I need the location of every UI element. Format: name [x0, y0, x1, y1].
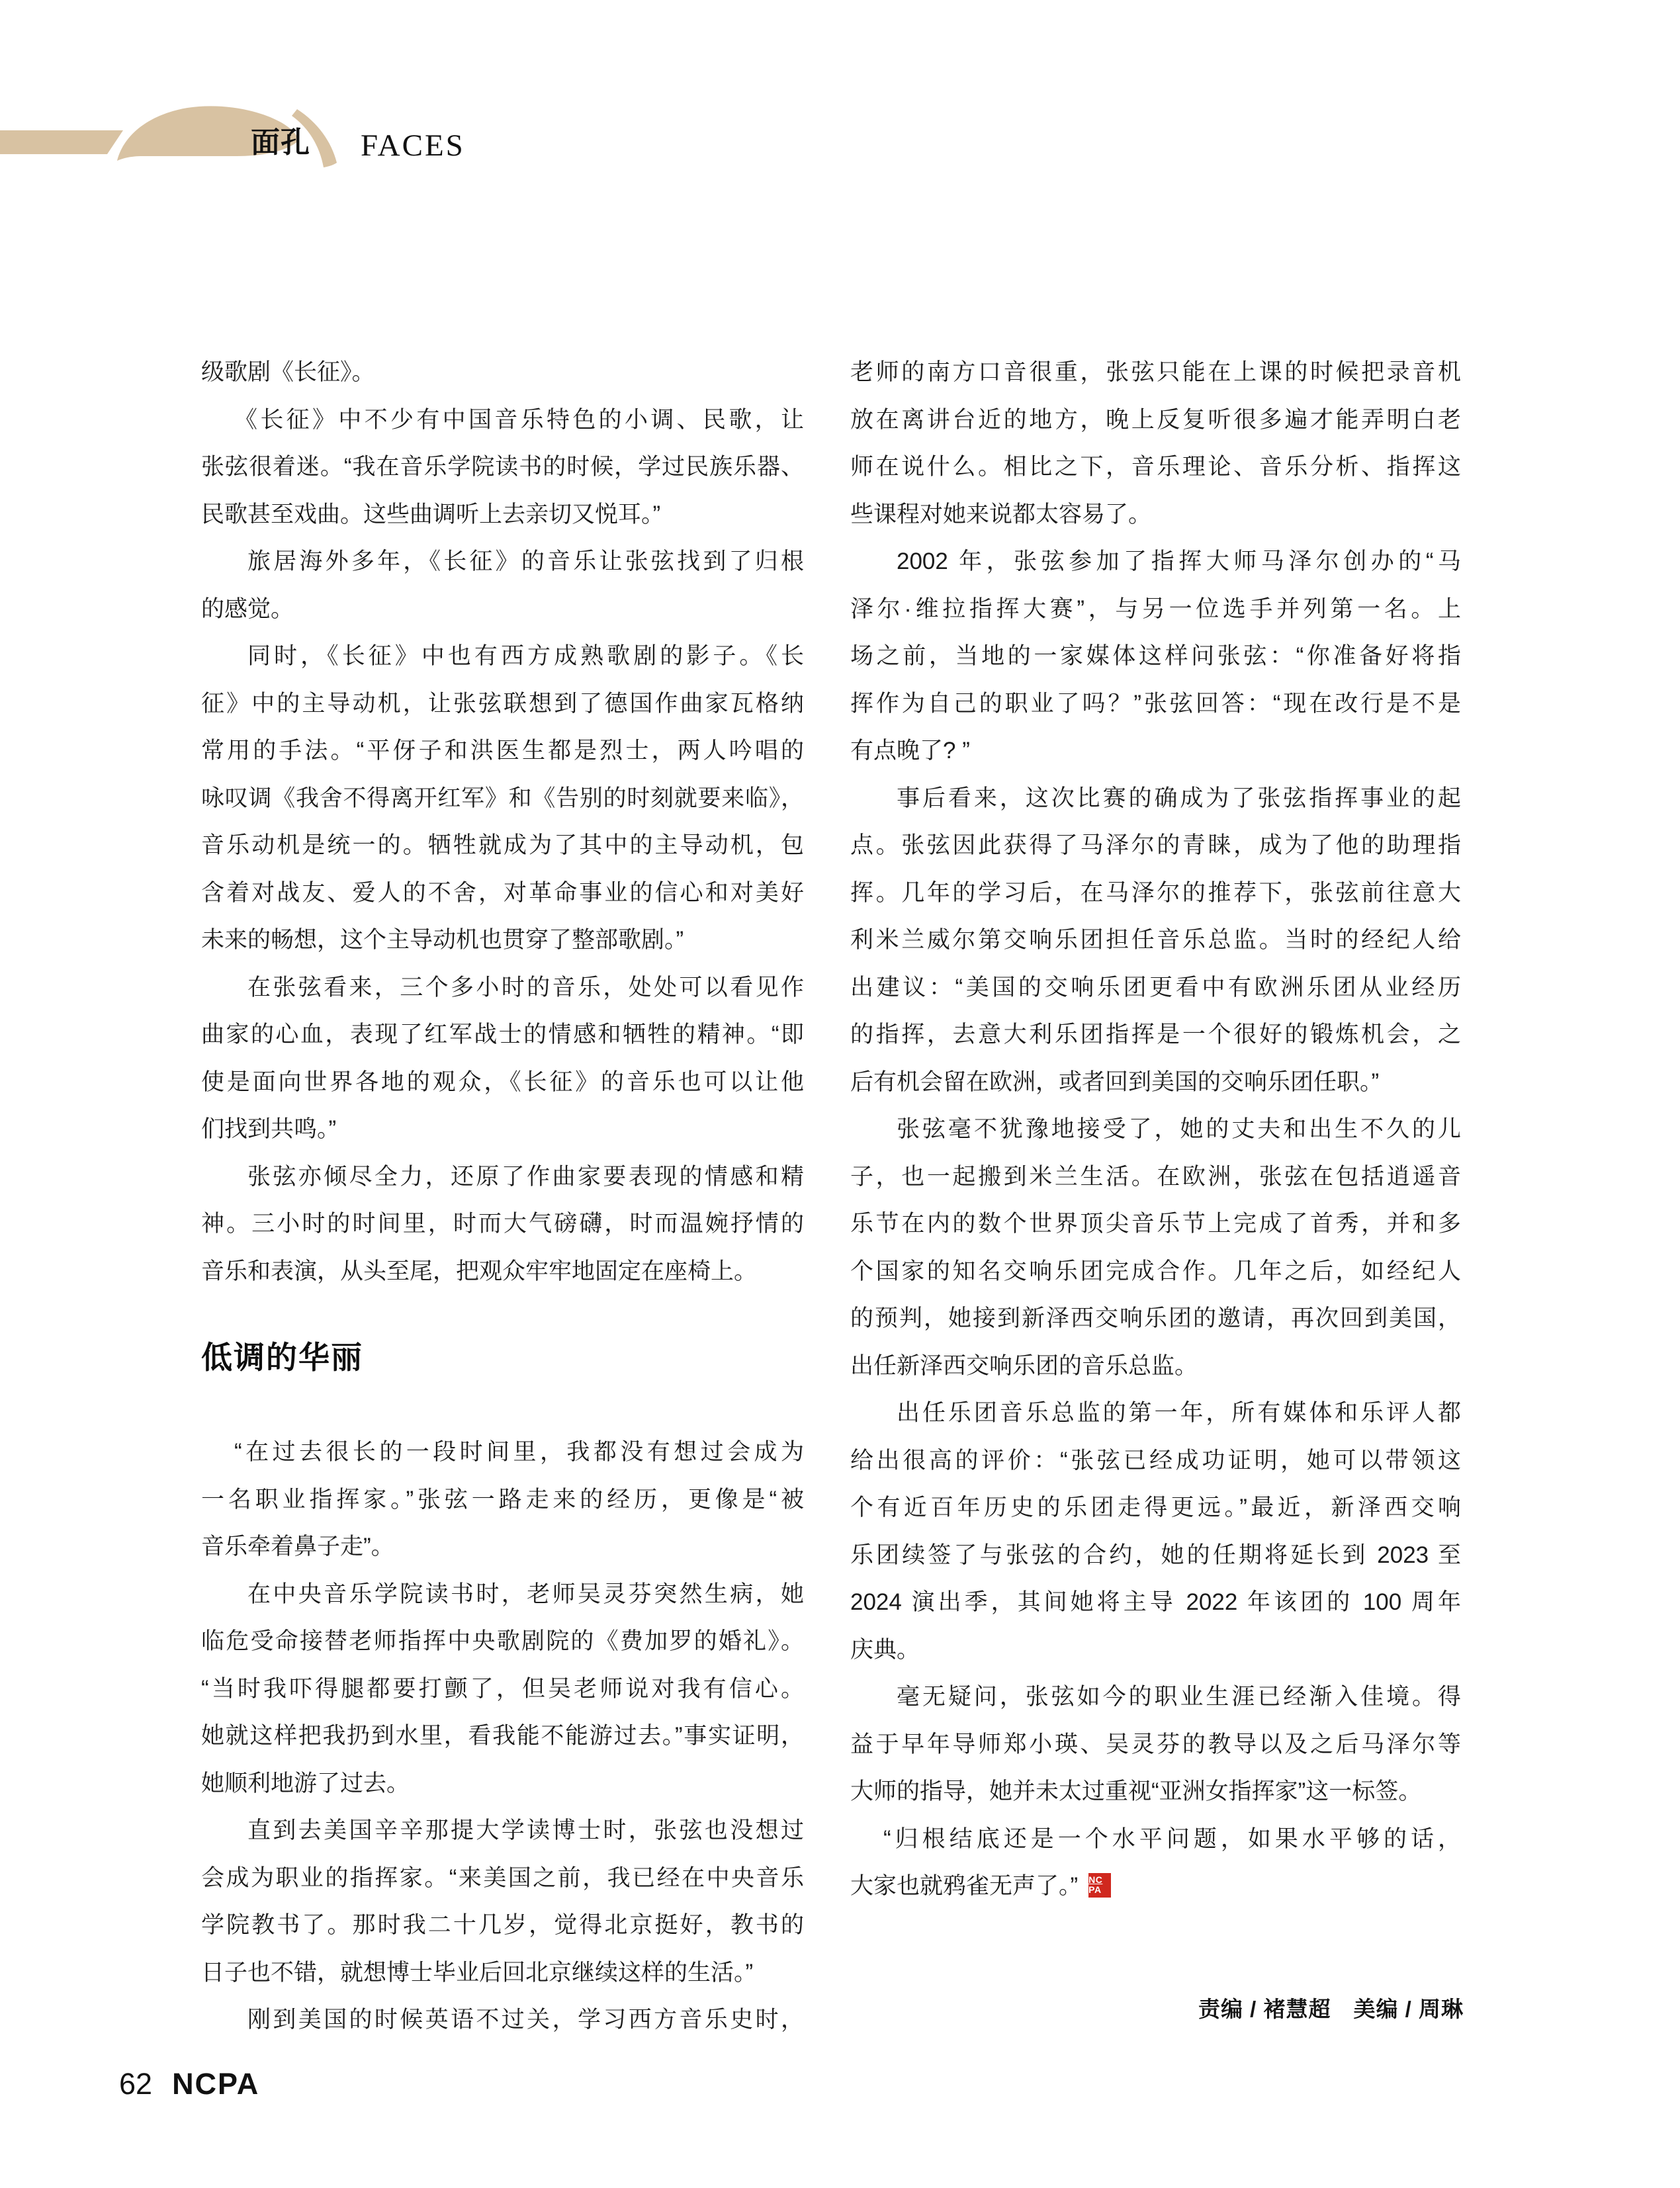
- body-line: 临危受命接替老师指挥中央歌剧院的《费加罗的婚礼》。: [201, 1628, 804, 1654]
- body-line: 咏叹调《我舍不得离开红军》和《告别的时刻就要来临》，: [201, 785, 804, 811]
- body-line: 利米兰威尔第交响乐团担任音乐总监。当时的经纪人给: [850, 927, 1461, 953]
- body-line: 们找到共鸣。”: [201, 1116, 337, 1142]
- body-line: 使是面向世界各地的观众，《长征》的音乐也可以让他: [201, 1069, 804, 1095]
- body-line: 征》中的主导动机，让张弦联想到了德国作曲家瓦格纳: [201, 690, 804, 717]
- body-line: 音乐牵着鼻子走”。: [201, 1534, 394, 1559]
- body-line: 民歌甚至戏曲。这些曲调听上去亲切又悦耳。”: [201, 501, 661, 527]
- page-footer: [119, 2068, 259, 2100]
- body-line: 的感觉。: [201, 595, 294, 622]
- body-line: 庆典。: [850, 1636, 920, 1663]
- body-line: 未来的畅想，这个主导动机也贯穿了整部歌剧。”: [201, 927, 684, 953]
- body-line: 神。三小时的时间里，时而大气磅礴，时而温婉抒情的: [201, 1211, 804, 1237]
- ncpa-end-mark-icon: [1088, 1873, 1111, 1898]
- body-line: 些课程对她来说都太容易了。: [850, 501, 1152, 527]
- body-line: 点。张弦因此获得了马泽尔的青睐，成为了他的助理指: [850, 832, 1461, 858]
- brand-logo-text: NCPA: [172, 2067, 260, 2101]
- body-line: 《长征》中不少有中国音乐特色的小调、民歌，让: [234, 406, 804, 433]
- body-line: 含着对战友、爱人的不舍，对革命事业的信心和对美好: [201, 879, 804, 906]
- body-line: 乐节在内的数个世界顶尖音乐节上完成了首秀，并和多: [850, 1211, 1461, 1237]
- body-line: 毫无疑问，张弦如今的职业生涯已经渐入佳境。得: [897, 1684, 1461, 1710]
- column-left-continued: [201, 1428, 804, 2044]
- body-line-text: 大家也就鸦雀无声了。”: [850, 1873, 1079, 1899]
- body-line: 子，也一起搬到米兰生活。在欧洲，张弦在包括逍遥音: [850, 1163, 1461, 1190]
- body-line: 师在说什么。相比之下，音乐理论、音乐分析、指挥这: [850, 454, 1461, 480]
- body-line: 泽尔·维拉指挥大赛”，与另一位选手并列第一名。上: [850, 595, 1461, 622]
- body-line: 挥作为自己的职业了吗？”张弦回答：“现在改行是不是: [850, 690, 1461, 717]
- body-line: 2002 年，张弦参加了指挥大师马泽尔创办的“马: [897, 548, 1461, 574]
- body-line: 曲家的心血，表现了红军战士的情感和牺牲的精神。“即: [201, 1022, 804, 1047]
- body-line: 会成为职业的指挥家。“来美国之前，我已经在中央音乐: [201, 1864, 804, 1891]
- body-line: 乐团续签了与张弦的合约，她的任期将延长到 2023 至: [850, 1542, 1461, 1568]
- body-line: 有点晚了? ”: [850, 738, 970, 764]
- body-line: 出任新泽西交响乐团的音乐总监。: [850, 1352, 1198, 1379]
- column-left: [201, 349, 804, 1295]
- body-line: 给出很高的评价：“张弦已经成功证明，她可以带领这: [850, 1447, 1461, 1473]
- body-line: 刚到美国的时候英语不过关，学习西方音乐史时，: [247, 2007, 804, 2033]
- body-line: 日子也不错，就想博士毕业后回北京继续这样的生活。”: [201, 1959, 754, 1986]
- body-line: 她就这样把我扔到水里，看我能不能游过去。”事实证明，: [201, 1723, 804, 1749]
- body-line: 级歌剧《长征》。: [201, 359, 375, 385]
- body-line: 旅居海外多年，《长征》的音乐让张弦找到了归根: [247, 548, 804, 574]
- body-line: 在中央音乐学院读书时，老师吴灵芬突然生病，她: [247, 1581, 804, 1607]
- body-line: 的预判，她接到新泽西交响乐团的邀请，再次回到美国，: [850, 1305, 1461, 1331]
- ncpa-end-mark-bottom: PA: [1088, 1884, 1102, 1896]
- body-line: “当时我吓得腿都要打颤了，但吴老师说对我有信心。: [201, 1675, 804, 1702]
- body-line: 学院教书了。那时我二十几岁，觉得北京挺好，教书的: [201, 1912, 804, 1938]
- body-line: 音乐动机是统一的。牺牲就成为了其中的主导动机，包: [201, 832, 804, 858]
- body-line: “归根结底还是一个水平问题，如果水平够的话，: [883, 1825, 1461, 1852]
- body-line: 老师的南方口音很重，张弦只能在上课的时候把录音机: [850, 359, 1461, 385]
- body-line: 出任乐团音乐总监的第一年，所有媒体和乐评人都: [897, 1400, 1461, 1426]
- body-line: [850, 1862, 1461, 1910]
- body-line: 后有机会留在欧洲，或者回到美国的交响乐团任职。”: [850, 1069, 1380, 1095]
- editors-credit: 责编 / 褚慧超 美编 / 周琳: [1198, 1997, 1464, 2021]
- body-line: 张弦很着迷。“我在音乐学院读书的时候，学过民族乐器、: [201, 454, 804, 480]
- body-line: 放在离讲台近的地方，晚上反复听很多遍才能弄明白老: [850, 406, 1461, 433]
- page-number: 62: [119, 2067, 153, 2101]
- body-line: 事后看来，这次比赛的确成为了张弦指挥事业的起: [897, 785, 1461, 811]
- body-line: 张弦毫不犹豫地接受了，她的丈夫和出生不久的儿: [897, 1116, 1461, 1142]
- body-line: 常用的手法。“平伢子和洪医生都是烈士，两人吟唱的: [201, 738, 804, 764]
- body-line: 她顺利地游了过去。: [201, 1770, 410, 1796]
- body-line: 在张弦看来，三个多小时的音乐，处处可以看见作: [247, 974, 804, 1000]
- body-line: 挥。几年的学习后，在马泽尔的推荐下，张弦前往意大: [850, 879, 1461, 906]
- ncpa-end-mark-top: NC: [1088, 1874, 1103, 1886]
- body-line: 2024 演出季，其间她将主导 2022 年该团的 100 周年: [850, 1589, 1461, 1615]
- body-line: 出建议：“美国的交响乐团更看中有欧洲乐团从业经历: [850, 974, 1461, 1000]
- body-line: 场之前，当地的一家媒体这样问张弦：“你准备好将指: [850, 643, 1461, 669]
- header-swoosh-graphic: [0, 0, 516, 198]
- body-line: 个国家的知名交响乐团完成合作。几年之后，如经纪人: [850, 1258, 1461, 1284]
- body-line: 益于早年导师郑小瑛、吴灵芬的教导以及之后马泽尔等: [850, 1731, 1461, 1757]
- body-line: 同时，《长征》中也有西方成熟歌剧的影子。《长: [247, 643, 804, 669]
- body-line: 个有近百年历史的乐团走得更远。”最近，新泽西交响: [850, 1495, 1461, 1520]
- section-heading: 低调的华丽: [201, 1340, 363, 1375]
- body-line: “在过去很长的一段时间里，我都没有想过会成为: [234, 1439, 804, 1465]
- body-line: 大师的指导，她并未太过重视“亚洲女指挥家”这一标签。: [850, 1778, 1422, 1804]
- body-line: 直到去美国辛辛那提大学读博士时，张弦也没想过: [247, 1817, 804, 1843]
- body-line: 的指挥，去意大利乐团指挥是一个很好的锻炼机会，之: [850, 1022, 1461, 1047]
- section-title-en: FACES: [361, 128, 465, 163]
- body-line: 张弦亦倾尽全力，还原了作曲家要表现的情感和精: [247, 1163, 804, 1190]
- section-title-cn: 面孔: [251, 126, 310, 159]
- column-right: [850, 349, 1461, 1910]
- body-line: 音乐和表演，从头至尾，把观众牢牢地固定在座椅上。: [201, 1258, 758, 1284]
- body-line: 一名职业指挥家。”张弦一路走来的经历，更像是“被: [201, 1486, 804, 1512]
